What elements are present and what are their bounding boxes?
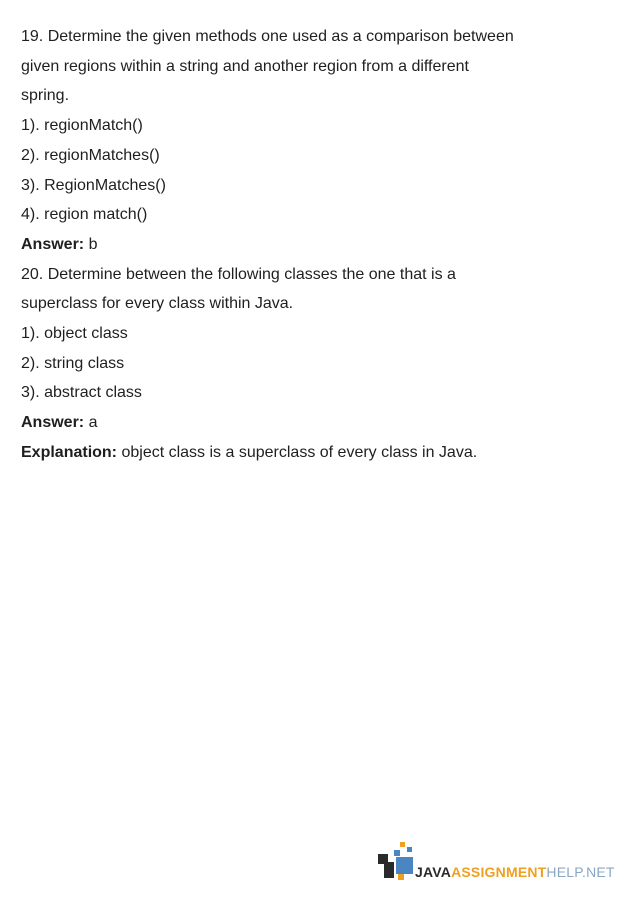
logo-text <box>415 864 615 880</box>
question-20-line-1: 20. Determine between the following classes the one that is a <box>21 265 456 283</box>
q19-option-3: 3). RegionMatches() <box>21 176 166 194</box>
answer-label: Answer: <box>21 235 85 253</box>
q19-option-2: 2). regionMatches() <box>21 146 160 164</box>
explanation-label: Explanation: <box>21 443 118 461</box>
logo-text-assignment: ASSIGNMENT <box>451 864 547 880</box>
explanation-text: object class is a superclass of every class in Java. <box>117 443 478 461</box>
logo-mark-icon <box>378 842 416 882</box>
question-19-line-2: given regions within a string and another region from a different <box>21 57 469 75</box>
question-19-line-3: spring. <box>21 87 70 105</box>
question-20-line-2: superclass for every class within Java. <box>21 295 294 313</box>
document-content <box>21 22 621 468</box>
q20-option-1: 1). object class <box>21 325 128 343</box>
answer-label: Answer: <box>21 414 85 432</box>
logo-text-help: HELP.NET <box>546 864 615 880</box>
answer-value: a <box>84 414 98 432</box>
q20-option-2: 2). string class <box>21 354 125 372</box>
q19-option-4: 4). region match() <box>21 206 148 224</box>
answer-value: b <box>84 235 98 253</box>
q20-option-3: 3). abstract class <box>21 384 142 402</box>
logo-text-java: JAVA <box>415 864 452 880</box>
q20-explanation <box>21 438 621 468</box>
q20-answer <box>21 408 621 438</box>
q19-answer <box>21 230 621 260</box>
javaassignmenthelp-logo <box>378 842 623 882</box>
q19-option-1: 1). regionMatch() <box>21 117 143 135</box>
question-19-line-1: 19. Determine the given methods one used as a comparison between <box>21 28 514 45</box>
